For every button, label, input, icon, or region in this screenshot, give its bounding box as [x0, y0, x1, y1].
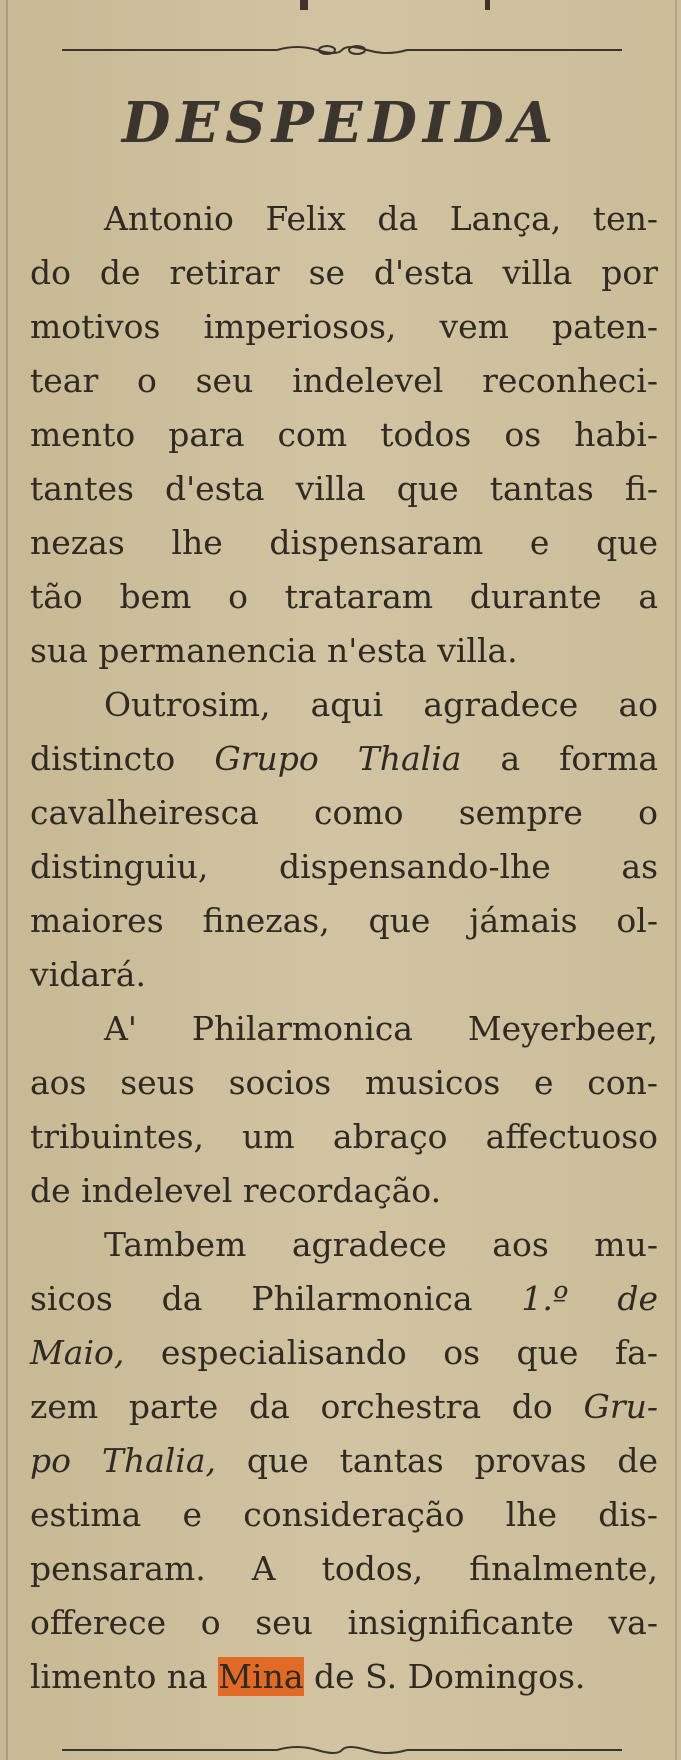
ornamental-divider-top	[62, 42, 622, 58]
text-line: Tambem agradece aos mu-	[104, 1225, 658, 1264]
group-name: Gru-	[583, 1387, 659, 1426]
text-segment: que tantas provas de	[246, 1441, 658, 1480]
page-edge-right	[675, 0, 677, 1760]
text-line: mento para com todos os habi-	[30, 415, 658, 454]
band-name-italic: 1.º de	[521, 1279, 658, 1318]
text-line: aos seus socios musicos e con-	[30, 1063, 658, 1102]
text-segment: a forma	[500, 739, 658, 778]
text-line: distinguiu, dispensando-lhe as	[30, 847, 658, 886]
text-line: tear o seu indelevel reconheci-	[30, 361, 658, 400]
text-line: de indelevel recordação.	[30, 1171, 442, 1210]
text-line: vidará.	[30, 955, 146, 994]
text-line	[30, 1326, 658, 1380]
paragraph	[30, 192, 658, 678]
article-title: DESPEDIDA	[121, 90, 560, 156]
top-text-fragment	[485, 0, 490, 10]
paragraph	[30, 678, 658, 1002]
text-line: pensaram. A todos, finalmente,	[30, 1549, 658, 1588]
text-segment: sicos da Philarmonica	[30, 1279, 473, 1318]
text-line	[30, 1434, 658, 1488]
highlighted-word: Mina	[218, 1657, 304, 1696]
text-line: Outrosim, aqui agradece ao	[104, 685, 658, 724]
text-line	[30, 1380, 658, 1434]
text-line: cavalheiresca como sempre o	[30, 793, 658, 832]
top-text-fragment	[300, 0, 308, 10]
text-segment: limento na	[30, 1657, 208, 1696]
text-line: do de retirar se d'esta villa por	[30, 253, 658, 292]
ornamental-divider-bottom	[62, 1742, 622, 1758]
text-line: tantes d'esta villa que tantas fi-	[30, 469, 658, 508]
article-body	[30, 192, 658, 1704]
text-line: motivos imperiosos, vem paten-	[30, 307, 658, 346]
text-line: offerece o seu insignificante va-	[30, 1603, 658, 1642]
text-line: A' Philarmonica Meyerbeer,	[104, 1009, 658, 1048]
page-edge-left	[6, 0, 8, 1760]
text-line: maiores finezas, que jámais ol-	[30, 901, 658, 940]
text-line: Antonio Felix da Lança, ten-	[104, 199, 658, 238]
text-segment: zem parte da orchestra do	[30, 1387, 553, 1426]
paragraph	[30, 1218, 658, 1704]
group-name: Grupo Thalia	[214, 739, 462, 778]
band-name-italic: Maio,	[30, 1333, 125, 1372]
paragraph	[30, 1002, 658, 1218]
text-line: sua permanencia n'esta villa.	[30, 631, 518, 670]
text-line: tão bem o trataram durante a	[30, 577, 658, 616]
text-line	[30, 732, 658, 786]
text-line	[30, 1272, 658, 1326]
text-line: estima e consideração lhe dis-	[30, 1495, 658, 1534]
text-segment: distincto	[30, 739, 176, 778]
text-segment: de S. Domingos.	[314, 1657, 586, 1696]
text-line: tribuintes, um abraço affectuoso	[30, 1117, 658, 1156]
text-line	[30, 1650, 658, 1704]
text-segment: especialisando os que fa-	[160, 1333, 658, 1372]
text-line: nezas lhe dispensaram e que	[30, 523, 658, 562]
group-name: po Thalia,	[30, 1441, 217, 1480]
